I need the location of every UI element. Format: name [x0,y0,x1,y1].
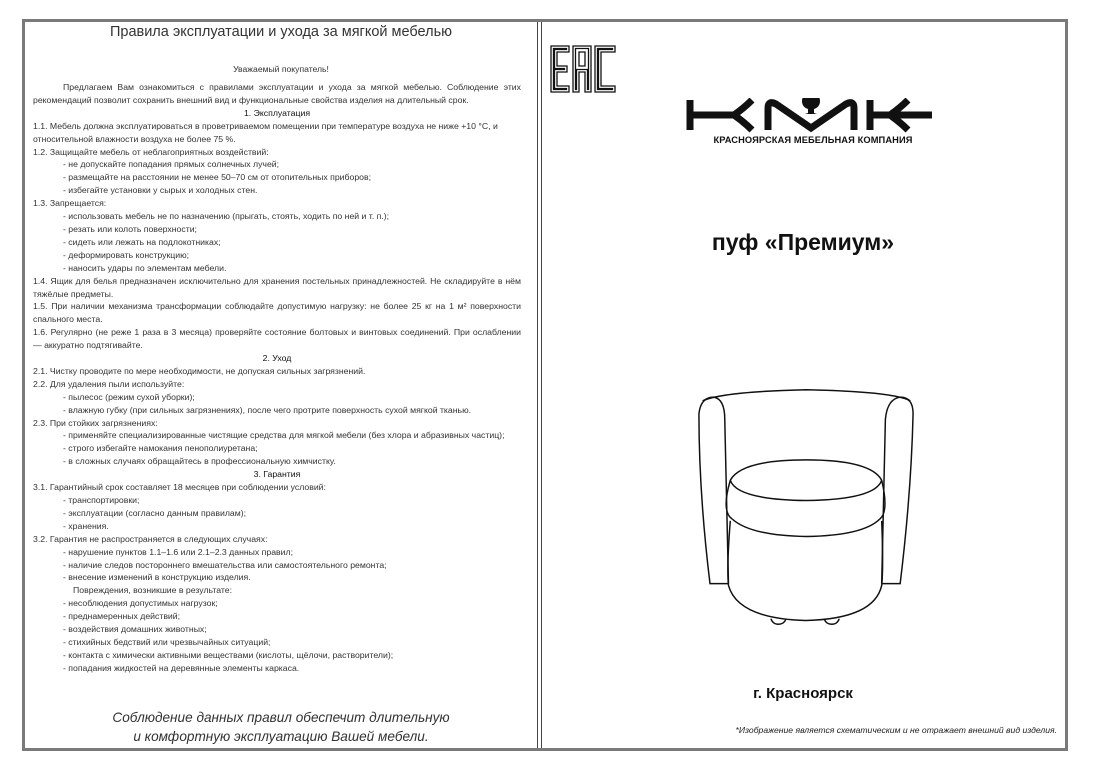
kmk-logo-icon [686,98,936,156]
list-item: 3.2. Гарантия не распространяется в следующих случаях: [33,533,268,544]
intro-paragraph: Предлагаем Вам ознакомиться с правилами эксплуатации и ухода за мягкой мебелью. Соблюдение этих рекомендаций позволит сохранить внешний вид и функциональные свойства изделия на длительный срок. [33,82,521,105]
list-subitem: - применяйте специализированные чистящие средства для мягкой мебели (без хлора и абразивных частиц); [63,430,505,441]
list-subitem: - транспортировки; [63,495,140,505]
eac-mark-icon [549,44,619,94]
list-subitem: - эксплуатации (согласно данным правилам); [63,507,247,518]
list-subitem: - нарушение пунктов 1.1–1.6 или 2.1–2.3 данных правил; [63,546,293,557]
list-subitem: - влажную губку (при сильных загрязнениях), после чего протрите поверхность сухой мягкой тканью. [63,404,472,415]
list-item: 1.4. Ящик для белья предназначен исключительно для хранения постельных принадлежностей. Не складируйте в нём тяжёлые предметы. [33,275,521,299]
list-subitem: - стихийных бедствий или чрезвычайных ситуаций; [63,636,271,647]
list-subitem: - наносить удары по элементам мебели. [63,262,227,273]
list-subitem: - резать или колоть поверхности; [63,223,197,234]
right-page [541,22,1065,748]
list-subitem: - использовать мебель не по назначению (прыгать, стоять, ходить по ней и т. п.); [63,211,390,222]
list-item: 1.2. Защищайте мебель от неблагоприятных воздействий: [33,146,269,157]
pouf-chair-sketch [686,372,926,642]
list-subitem: - размещайте на расстоянии не менее 50–70 см от отопительных приборов; [63,172,372,183]
list-subitem: - сидеть или лежать на подлокотниках; [63,236,221,247]
closing-note [25,708,537,746]
list-subitem: - избегайте установки у сырых и холодных стен. [63,185,258,196]
list-subitem: - воздействия домашних животных; [63,624,207,635]
closing-line-1: Соблюдение данных правил обеспечит длительную [112,710,450,725]
list-subitem: - внесение изменений в конструкцию изделия. [63,572,251,583]
image-disclaimer: *Изображение является схематическим и не отражает внешний вид изделия. [735,725,1057,735]
list-item: 1.1. Мебель должна эксплуатироваться в проветриваемом помещении при температуре воздуха не ниже +10 °C, и относительной влажности воздуха не более 75 %. [33,120,498,144]
document-frame [22,19,1068,751]
city-label: г. Красноярск [753,685,853,702]
list-subitem: - не допускайте попадания прямых солнечных лучей; [63,159,280,170]
list-subitem: - пылесос (режим сухой уборки); [63,391,195,402]
rules-title: Правила эксплуатации и ухода за мягкой мебелью [109,24,453,40]
section-heading: 2. Уход [262,353,292,364]
list-item: 3.1. Гарантийный срок составляет 18 месяцев при соблюдении условий: [33,482,326,493]
list-subitem: - контакта с химически активными веществами (кислоты, щёлочи, растворители); [63,649,394,660]
list-item: 1.5. При наличии механизма трансформации соблюдайте допустимую нагрузку: не более 25 кг на 1 м² поверхности спального места. [33,301,521,325]
list-subitem: - в сложных случаях обращайтесь в профессиональную химчистку. [63,456,336,467]
section-heading: 1. Эксплуатация [243,107,311,118]
brand-caption: КРАСНОЯРСКАЯ МЕБЕЛЬНАЯ КОМПАНИЯ [713,135,913,145]
list-item: 1.6. Регулярно (не реже 1 раза в 3 месяца) проверяйте состояние болтовых и винтовых соединений. При ослаблении — аккуратно подтягивайте. [33,327,521,351]
list-item: 2.2. Для удаления пыли используйте: [33,378,185,389]
rules-body [33,81,521,675]
list-item: 1.3. Запрещается: [33,198,107,209]
list-subitem: - строго избегайте намокания пенополиуретана; [63,443,258,454]
list-subitem: - хранения. [63,520,109,531]
left-page [25,22,537,748]
list-item: 2.3. При стойких загрязнениях: [33,417,158,428]
list-subitem: - деформировать конструкцию; [63,249,190,260]
closing-line-2: и комфортную эксплуатацию Вашей мебели. [133,729,429,744]
list-subitem: - наличие следов постороннего вмешательства или самостоятельного ремонта; [63,559,387,570]
list-subitem: - попадания жидкостей на деревянные элементы каркаса. [63,662,300,673]
product-title: пуф «Премиум» [711,229,895,255]
section-heading: 3. Гарантия [253,469,301,480]
list-subitem: Повреждения, возникшие в результате: [73,585,233,596]
list-item: 2.1. Чистку проводите по мере необходимости, не допуская сильных загрязнений. [33,365,366,376]
list-subitem: - преднамеренных действий; [63,611,181,622]
list-subitem: - несоблюдения допустимых нагрузок; [63,598,218,609]
greeting: Уважаемый покупатель! [233,64,329,74]
